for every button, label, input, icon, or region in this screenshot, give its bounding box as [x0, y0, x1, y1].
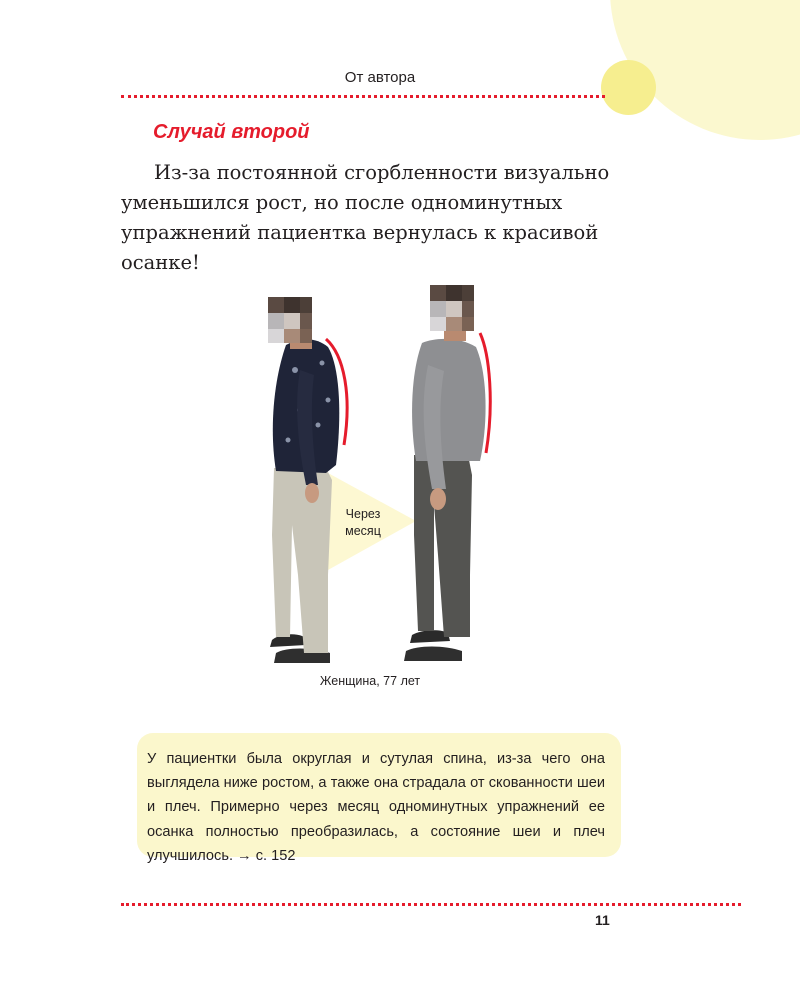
top-dotted-rule	[121, 95, 605, 98]
posture-comparison-photo	[240, 275, 540, 685]
note-box	[137, 733, 621, 864]
arrow-label: Через месяц	[345, 507, 381, 538]
photo-caption: Женщина, 77 лет	[319, 674, 421, 688]
lead-paragraph: Из-за постоянной сгорбленности визуально уменьшился рост, но после одноминутных упражнений пациентка вернулась к красивой осанке!	[121, 161, 610, 274]
case-title: Случай второй	[153, 121, 310, 143]
note-text: У пациентки была округлая и сутулая спина, из-за чего она выглядела ниже ростом, а также она страдала от скованности шеи и плеч. Примерно через месяц одноминутных упражнений ее осанка полностью преобразилась, а состояние шеи и плеч улучшилось. → с. 152	[147, 751, 605, 864]
running-head: От автора	[344, 69, 416, 86]
bottom-dotted-rule	[121, 903, 741, 906]
figure-after	[404, 285, 490, 661]
page-number: 11	[595, 912, 610, 928]
